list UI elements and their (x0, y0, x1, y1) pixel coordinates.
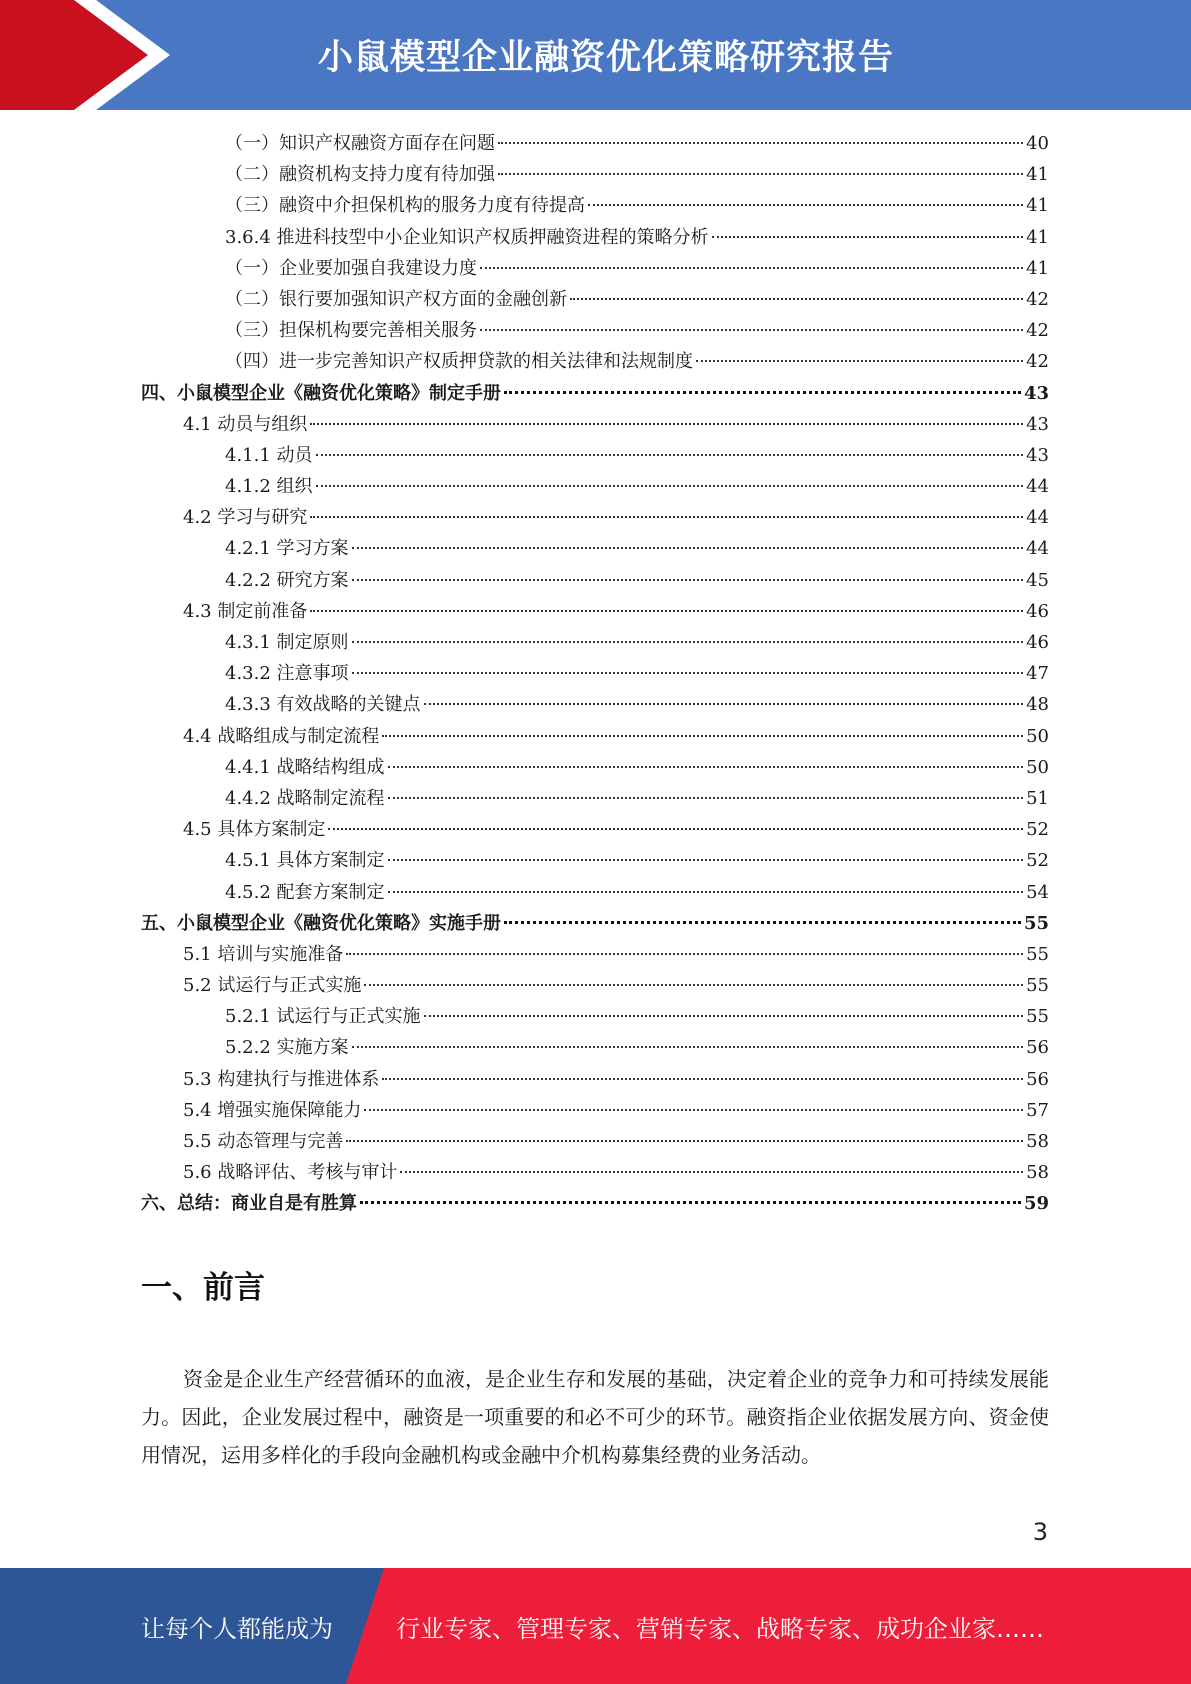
toc-entry-page: 43 (1023, 382, 1049, 404)
toc-entry[interactable] (141, 877, 1049, 908)
toc-entry-title: （四）进一步完善知识产权质押贷款的相关法律和法规制度 (225, 351, 693, 373)
toc-entry[interactable] (141, 970, 1049, 1001)
toc-dot-leader (310, 423, 1023, 425)
toc-entry-page: 47 (1026, 663, 1049, 685)
toc-entry-page: 41 (1026, 226, 1049, 248)
toc-entry-title: 4.4 战略组成与制定流程 (183, 725, 380, 747)
toc-entry-page: 42 (1026, 320, 1049, 342)
toc-entry-page: 42 (1026, 351, 1049, 373)
table-of-contents (141, 128, 1049, 1220)
toc-entry[interactable] (141, 502, 1049, 533)
toc-entry[interactable] (141, 1001, 1049, 1032)
toc-dot-leader (480, 267, 1023, 269)
toc-entry-title: 4.1.1 动员 (225, 444, 313, 466)
toc-dot-leader (388, 891, 1024, 893)
footer-slogan-left: 让每个人都能成为 (141, 1614, 333, 1643)
toc-entry[interactable] (141, 440, 1049, 471)
toc-dot-leader (352, 547, 1024, 549)
toc-entry-title: （二）融资机构支持力度有待加强 (225, 164, 495, 186)
toc-dot-leader (352, 579, 1024, 581)
toc-entry-title: （一）企业要加强自我建设力度 (225, 257, 477, 279)
toc-dot-leader (310, 610, 1023, 612)
toc-entry[interactable] (141, 1126, 1049, 1157)
toc-entry[interactable] (141, 814, 1049, 845)
toc-entry[interactable] (141, 658, 1049, 689)
toc-dot-leader (498, 142, 1023, 144)
toc-dot-leader (588, 204, 1023, 206)
toc-entry[interactable] (141, 1064, 1049, 1095)
toc-entry-title: （三）融资中介担保机构的服务力度有待提高 (225, 195, 585, 217)
toc-entry-title: 5.2.1 试运行与正式实施 (225, 1006, 421, 1028)
toc-entry-title: 4.4.2 战略制定流程 (225, 787, 385, 809)
toc-entry-title: （三）担保机构要完善相关服务 (225, 320, 477, 342)
toc-entry[interactable] (141, 845, 1049, 876)
toc-entry[interactable] (141, 471, 1049, 502)
toc-entry-page: 58 (1026, 1131, 1049, 1152)
toc-dot-leader (352, 641, 1024, 643)
toc-entry-page: 45 (1026, 569, 1049, 591)
toc-entry[interactable] (141, 346, 1049, 377)
toc-entry-page: 41 (1026, 164, 1049, 186)
toc-entry-title: 4.3.3 有效战略的关键点 (225, 694, 421, 716)
toc-entry[interactable] (141, 627, 1049, 658)
toc-entry-title: 3.6.4 推进科技型中小企业知识产权质押融资进程的策略分析 (225, 226, 709, 248)
toc-entry-page: 41 (1026, 195, 1049, 217)
section-heading: 一、前言 (141, 1270, 265, 1306)
toc-entry[interactable] (141, 315, 1049, 346)
toc-entry[interactable] (141, 378, 1049, 409)
toc-entry-page: 59 (1023, 1193, 1049, 1215)
page-number: 3 (1032, 1518, 1048, 1546)
toc-entry-title: 五、小鼠模型企业《融资优化策略》实施手册 (141, 912, 501, 934)
toc-entry-page: 44 (1026, 476, 1049, 498)
toc-dot-leader (388, 766, 1024, 768)
toc-entry-page: 50 (1026, 756, 1049, 778)
toc-entry-title: 4.3 制定前准备 (183, 600, 308, 622)
toc-entry-page: 48 (1026, 694, 1049, 716)
toc-entry-page: 40 (1026, 133, 1049, 154)
toc-entry-page: 52 (1026, 850, 1049, 872)
body-paragraph: 资金是企业生产经营循环的血液，是企业生存和发展的基础，决定着企业的竞争力和可持续发展能力。因此，企业发展过程中，融资是一项重要的和必不可少的环节。融资指企业依据发展方向、资金使用情况，运用多样化的手段向金融机构或金融中介机构募集经费的业务活动。 (141, 1367, 1049, 1467)
toc-entry-page: 55 (1026, 975, 1049, 997)
toc-entry[interactable] (141, 721, 1049, 752)
header-red-chevron (0, 0, 260, 110)
toc-dot-leader (388, 797, 1024, 799)
toc-entry-title: 4.1.2 组织 (225, 476, 313, 498)
toc-entry[interactable] (141, 752, 1049, 783)
toc-entry[interactable] (141, 533, 1049, 564)
toc-entry[interactable] (141, 1188, 1049, 1219)
toc-entry-title: （二）银行要加强知识产权方面的金融创新 (225, 288, 567, 310)
toc-dot-leader (346, 1140, 1023, 1142)
toc-entry-title: 4.5.2 配套方案制定 (225, 881, 385, 903)
toc-entry-title: 4.2.1 学习方案 (225, 538, 349, 560)
toc-entry-page: 42 (1026, 288, 1049, 310)
toc-entry-title: 5.3 构建执行与推进体系 (183, 1068, 380, 1090)
toc-entry[interactable] (141, 689, 1049, 720)
toc-dot-leader (696, 360, 1023, 362)
toc-dot-leader (316, 454, 1024, 456)
toc-dot-leader (480, 329, 1023, 331)
toc-entry-page: 51 (1026, 787, 1049, 809)
toc-entry-page: 46 (1026, 632, 1049, 653)
toc-entry[interactable] (141, 128, 1049, 159)
toc-dot-leader (310, 516, 1023, 518)
toc-dot-leader (388, 859, 1024, 861)
toc-entry-page: 56 (1026, 1068, 1049, 1090)
toc-entry-page: 57 (1026, 1099, 1049, 1121)
toc-dot-leader (382, 735, 1023, 737)
toc-dot-leader (316, 485, 1024, 487)
toc-entry[interactable] (141, 1095, 1049, 1126)
toc-entry-page: 46 (1026, 600, 1049, 622)
toc-entry[interactable] (141, 939, 1049, 970)
toc-entry-title: 5.5 动态管理与完善 (183, 1131, 344, 1152)
toc-dot-leader (352, 1046, 1024, 1048)
toc-dot-leader (570, 298, 1023, 300)
toc-entry-page: 55 (1026, 943, 1049, 965)
toc-entry-page: 56 (1026, 1037, 1049, 1059)
toc-entry-page: 41 (1026, 257, 1049, 279)
toc-entry[interactable] (141, 1157, 1049, 1188)
toc-entry-page: 50 (1026, 725, 1049, 747)
toc-entry-page: 55 (1023, 912, 1049, 934)
toc-entry-page: 43 (1026, 444, 1049, 466)
toc-entry-title: 六、总结：商业自是有胜算 (141, 1193, 357, 1215)
toc-entry-page: 43 (1026, 413, 1049, 435)
toc-entry-title: 4.3.2 注意事项 (225, 663, 349, 685)
toc-dot-leader (364, 984, 1023, 986)
toc-entry-title: 4.4.1 战略结构组成 (225, 756, 385, 778)
toc-entry-title: （一）知识产权融资方面存在问题 (225, 133, 495, 154)
toc-entry-page: 44 (1026, 538, 1049, 560)
toc-entry[interactable] (141, 284, 1049, 315)
toc-entry-page: 44 (1026, 507, 1049, 529)
toc-entry-title: 四、小鼠模型企业《融资优化策略》制定手册 (141, 382, 501, 404)
toc-dot-leader (424, 1015, 1024, 1017)
toc-entry[interactable] (141, 190, 1049, 221)
toc-entry-title: 4.2 学习与研究 (183, 507, 308, 529)
footer-slogan-right: 行业专家、管理专家、营销专家、战略专家、成功企业家…… (396, 1614, 1044, 1643)
toc-entry-title: 4.5 具体方案制定 (183, 819, 326, 841)
toc-entry-page: 54 (1026, 881, 1049, 903)
toc-entry-title: 4.5.1 具体方案制定 (225, 850, 385, 872)
toc-entry[interactable] (141, 908, 1049, 939)
toc-entry-title: 4.3.1 制定原则 (225, 632, 349, 653)
header-banner (0, 0, 1191, 110)
toc-dot-leader (364, 1109, 1023, 1111)
toc-entry-title: 5.6 战略评估、考核与审计 (183, 1162, 398, 1184)
toc-dot-leader (504, 391, 1021, 394)
toc-dot-leader (360, 1201, 1021, 1204)
toc-entry[interactable] (141, 222, 1049, 253)
toc-entry-title: 5.4 增强实施保障能力 (183, 1099, 362, 1121)
toc-entry[interactable] (141, 565, 1049, 596)
toc-dot-leader (424, 703, 1024, 705)
toc-entry-page: 52 (1026, 819, 1049, 841)
toc-entry-title: 5.2.2 实施方案 (225, 1037, 349, 1059)
toc-entry[interactable] (141, 783, 1049, 814)
toc-entry[interactable] (141, 409, 1049, 440)
toc-entry-title: 4.2.2 研究方案 (225, 569, 349, 591)
toc-dot-leader (504, 921, 1021, 924)
toc-entry-page: 55 (1026, 1006, 1049, 1028)
toc-entry-title: 5.2 试运行与正式实施 (183, 975, 362, 997)
toc-dot-leader (400, 1171, 1023, 1173)
toc-entry[interactable] (141, 159, 1049, 190)
footer-banner (0, 1568, 1191, 1684)
toc-entry[interactable] (141, 596, 1049, 627)
toc-dot-leader (382, 1078, 1023, 1080)
toc-dot-leader (346, 953, 1023, 955)
toc-entry-title: 5.1 培训与实施准备 (183, 943, 344, 965)
toc-dot-leader (498, 173, 1023, 175)
toc-dot-leader (352, 672, 1024, 674)
toc-dot-leader (712, 236, 1024, 238)
toc-entry[interactable] (141, 1032, 1049, 1063)
toc-entry-title: 4.1 动员与组织 (183, 413, 308, 435)
document-title: 小鼠模型企业融资优化策略研究报告 (318, 38, 895, 78)
toc-entry[interactable] (141, 253, 1049, 284)
toc-dot-leader (328, 828, 1023, 830)
toc-entry-page: 58 (1026, 1162, 1049, 1184)
